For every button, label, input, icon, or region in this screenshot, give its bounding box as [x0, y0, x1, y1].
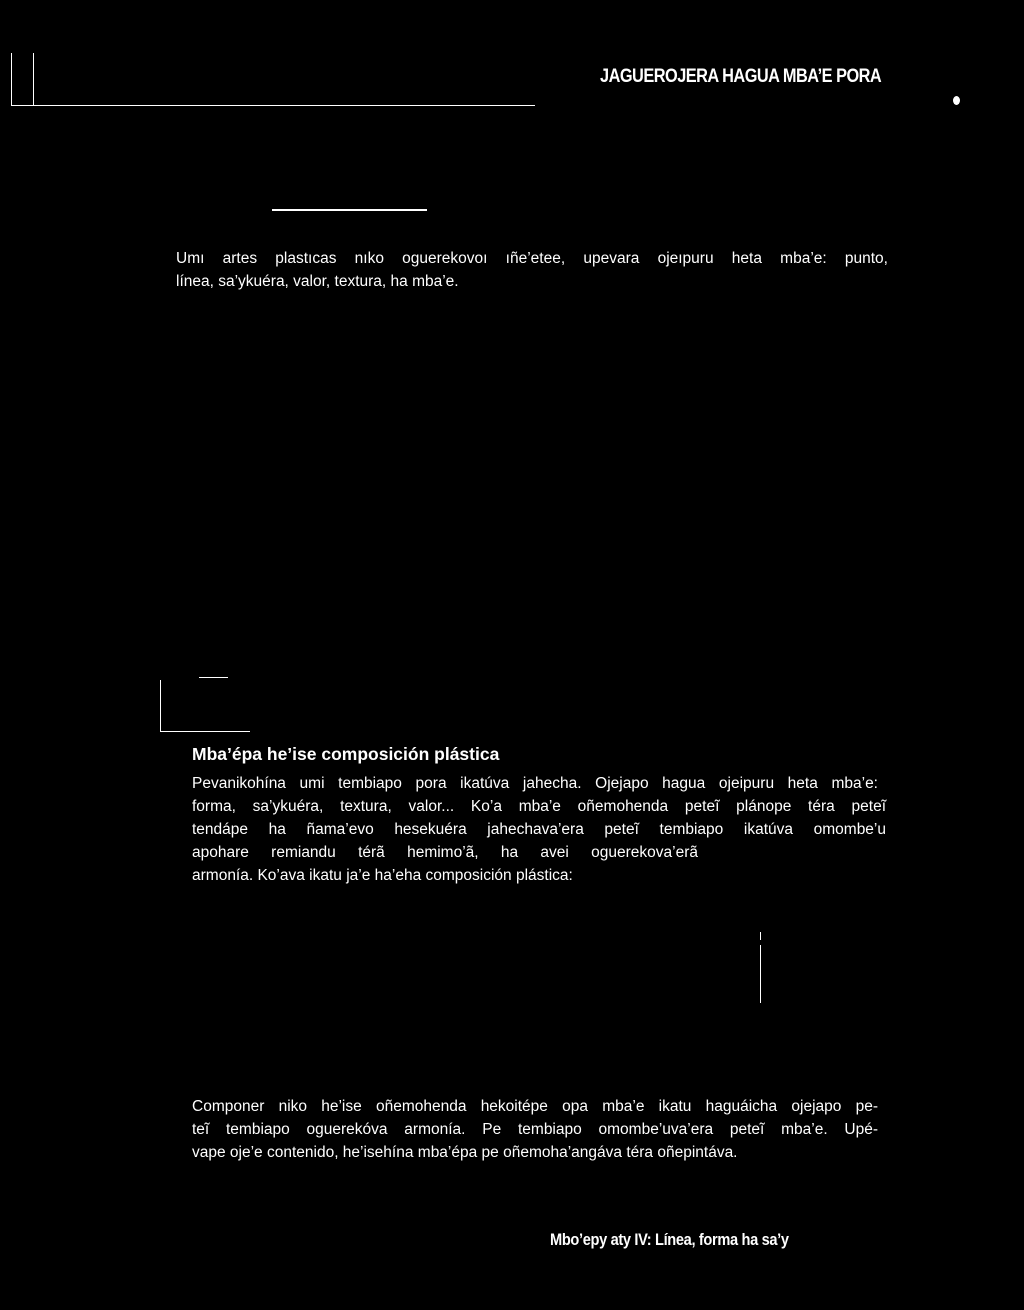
bracket-bottom	[160, 731, 250, 732]
header-rule	[11, 105, 535, 106]
bracket-vertical	[160, 680, 161, 732]
composition-line-3: tendápe ha ñama’evo hesekuéra jahechava’era peteĩ tembiapo ikatúva omombe’u	[192, 821, 886, 838]
header-frame-left-outer	[11, 53, 12, 106]
vertical-mark-1	[760, 932, 761, 940]
intro-paragraph	[176, 247, 888, 293]
section-heading: Mba’épa he’ise composición plástica	[192, 744, 500, 764]
composition-line-4: apohare remiandu térã hemimo’ã, ha avei oguerekova’erã	[192, 844, 698, 861]
composition-line-2: forma, sa’ykuéra, textura, valor... Ko’a mba’e oñemohenda peteĩ plánope téra peteĩ	[192, 798, 886, 815]
intro-line-2: línea, sa’ykuéra, valor, textura, ha mba’e.	[176, 273, 459, 290]
componer-paragraph	[192, 1095, 878, 1164]
running-header-title: JAGUEROJERA HAGUA MBA’E PORA	[600, 66, 882, 87]
componer-line-2: teĩ tembiapo oguerekóva armonía. Pe tembiapo omombe’uva’era peteĩ mba’e. Upé-	[192, 1121, 878, 1138]
intro-line-1: Umı artes plastıcas nıko oguerekovoı ıñe’etee, upevara ojeıpuru heta mba’e: punto,	[176, 250, 888, 267]
composition-paragraph	[192, 772, 886, 887]
composition-line-1: Pevanikohína umi tembiapo pora ikatúva jahecha. Ojejapo hagua ojeipuru heta mba’e:	[192, 775, 878, 792]
header-bullet-dot	[953, 96, 960, 105]
composition-line-5: armonía. Ko’ava ikatu ja’e ha’eha composición plástica:	[192, 867, 573, 884]
componer-line-1: Componer niko he’ise oñemohenda hekoitépe opa mba’e ikatu haguáicha ojejapo pe-	[192, 1098, 878, 1115]
decorative-dash	[272, 209, 427, 211]
componer-line-3: vape oje’e contenido, he’isehína mba’épa pe oñemoha’angáva téra oñepintáva.	[192, 1144, 738, 1161]
bracket-top-tick	[199, 677, 228, 678]
header-frame-left-inner	[33, 53, 34, 106]
running-footer-title: Mbo’epy aty IV: Línea, forma ha sa’y	[550, 1230, 789, 1249]
vertical-mark-2	[760, 945, 761, 1003]
